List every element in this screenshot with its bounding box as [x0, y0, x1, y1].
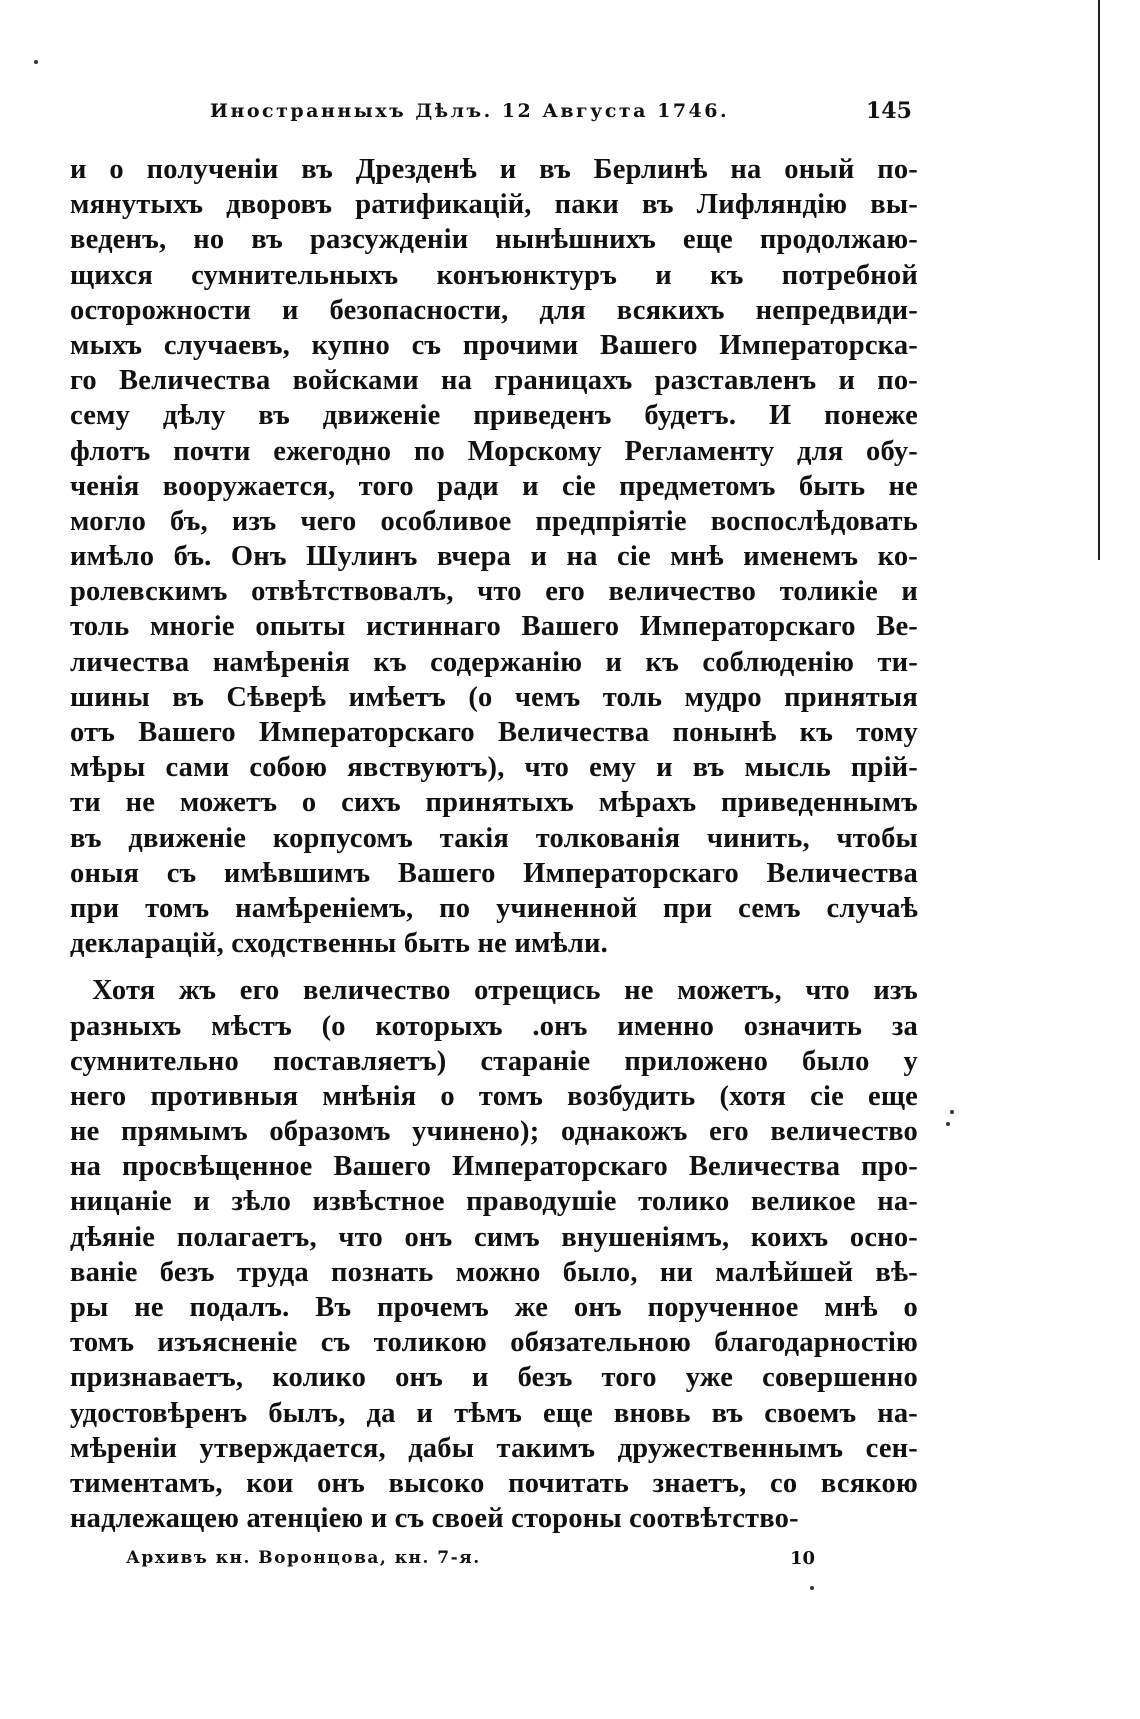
text-line: мянутыхъ дворовъ ратификацій, паки въ Лифляндію вы- [70, 189, 918, 221]
text-line: осторожности и безопасности, для всякихъ непредвиди- [70, 294, 918, 326]
text-line: оныя съ имѣвшимъ Вашего Императорскаго Величества [70, 857, 918, 889]
text-line: сему дѣлу въ движеніе приведенъ будетъ. И понеже [70, 400, 918, 432]
text-line: шины въ Сѣверѣ имѣетъ (о чемъ толь мудро принятыя [70, 681, 918, 713]
scan-speck [34, 60, 38, 64]
text-line: декларацій, сходственны быть не имѣли. [70, 928, 608, 960]
text-line: флотъ почти ежегодно по Морскому Регламенту для обу- [70, 435, 918, 467]
body-text [70, 152, 918, 1536]
text-line: толь многіе опыты истиннаго Вашего Императорскаго Ве- [70, 611, 918, 643]
text-line: личества намѣренія къ содержанію и къ соблюденію ти- [70, 646, 918, 678]
scan-speck [810, 1586, 814, 1590]
text-line: веденъ, но въ разсужденіи нынѣшнихъ еще продолжаю- [70, 224, 918, 256]
text-line: него противныя мнѣнія о томъ возбудить (хотя сіе еще [70, 1080, 918, 1112]
text-line: и о полученіи въ Дрезденѣ и въ Берлинѣ на оный по- [70, 154, 918, 185]
footer-sheet-number: 10 [790, 1548, 816, 1569]
text-line: разныхъ мѣстъ (о которыхъ .онъ именно означить за [70, 1010, 918, 1042]
text-line: дѣяніе полагаетъ, что онъ симъ внушеніямъ, коихъ осно- [70, 1221, 918, 1253]
text-line: ченія вооружается, того ради и сіе предметомъ быть не [70, 470, 918, 502]
text-line: ти не можетъ о сихъ принятыхъ мѣрахъ приведеннымъ [70, 787, 918, 819]
text-line: удостовѣренъ былъ, да и тѣмъ еще вновь въ своемъ на- [70, 1397, 918, 1429]
text-line: сумнительно поставляетъ) стараніе приложено было у [70, 1045, 918, 1077]
paragraph-1 [70, 152, 918, 961]
scan-edge-mark [1098, 0, 1100, 560]
paragraph-2 [70, 973, 918, 1536]
text-line: отъ Вашего Императорскаго Величества понынѣ къ тому [70, 717, 918, 748]
text-line: при томъ намѣреніемъ, по учиненной при семъ случаѣ [70, 892, 918, 924]
scan-speck [950, 1110, 954, 1114]
text-line: на просвѣщенное Вашего Императорскаго Величества про- [70, 1151, 918, 1183]
text-line: мѣреніи утверждается, дабы такимъ дружественнымъ сен- [70, 1432, 918, 1464]
text-line: ры не подалъ. Въ прочемъ же онъ порученное мнѣ о [70, 1292, 918, 1323]
scan-speck [946, 1122, 950, 1126]
page-number: 145 [866, 98, 912, 124]
text-line: го Величества войсками на границахъ разставленъ и по- [70, 365, 918, 397]
text-line: щихся сумнительныхъ конъюнктуръ и къ потребной [70, 259, 918, 291]
text-line: въ движеніе корпусомъ такія толкованія чинить, чтобы [70, 822, 918, 854]
text-line: имѣло бъ. Онъ Шулинъ вчера и на сіе мнѣ именемъ ко- [70, 541, 918, 573]
text-line: ницаніе и зѣло извѣстное праводушіе толико великое на- [70, 1186, 918, 1218]
running-header: Иностранныхъ Дѣлъ. 12 Августа 1746. [210, 100, 730, 122]
text-line: тиментамъ, кои онъ высоко почитать знаетъ, со всякою [70, 1467, 918, 1499]
text-line: мѣры сами собою явствуютъ), что ему и въ мысль прій- [70, 752, 918, 784]
text-line: надлежащею атенціею и съ своей стороны соотвѣтство- [70, 1503, 799, 1535]
text-line: могло бъ, изъ чего особливое предпріятіе воспослѣдовать [70, 505, 918, 537]
text-line: не прямымъ образомъ учинено); однакожъ его величество [70, 1116, 918, 1148]
text-line: мыхъ случаевъ, купно съ прочими Вашего Императорска- [70, 329, 918, 361]
text-line: Хотя жъ его величество отрещись не можетъ, что изъ [92, 975, 918, 1007]
text-line: томъ изъясненіе съ толикою обязательною благодарностію [70, 1327, 918, 1359]
text-line: признаваетъ, колико онъ и безъ того уже совершенно [70, 1362, 918, 1394]
footer-signature: Архивъ кн. Воронцова, кн. 7-я. [126, 1548, 481, 1568]
text-line: ваніе безъ труда познать можно было, ни малѣйшей вѣ- [70, 1256, 918, 1288]
text-line: ролевскимъ отвѣтствовалъ, что его величество толикіе и [70, 576, 918, 608]
